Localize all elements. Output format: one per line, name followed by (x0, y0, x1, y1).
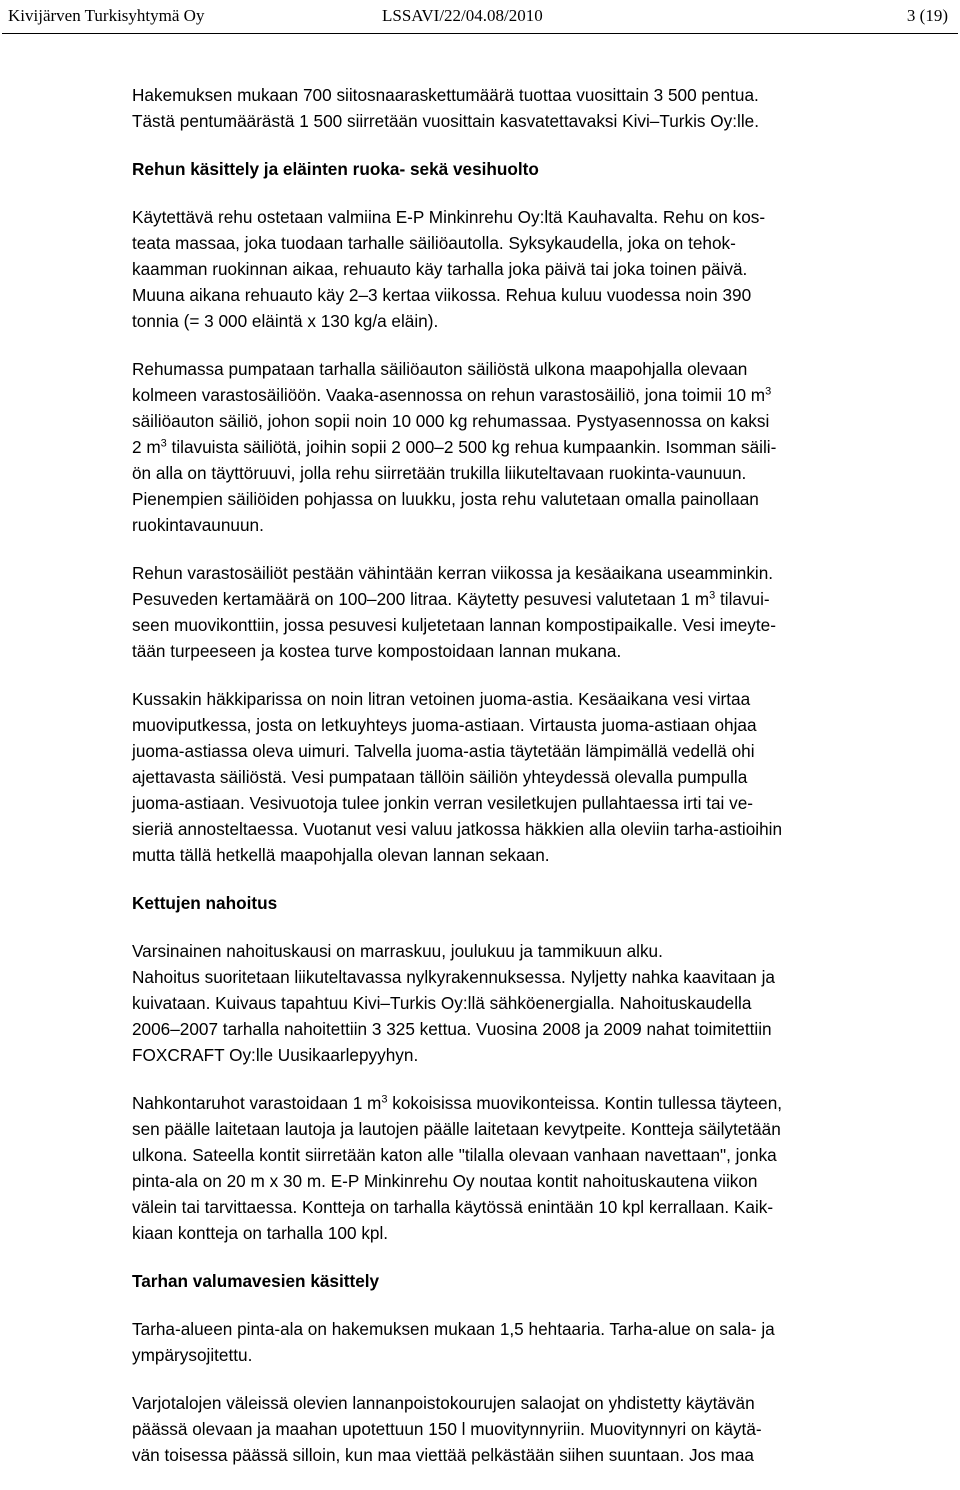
paragraph-nahkontaruhot-part-1: Nahkontaruhot varastoidaan 1 m (132, 1093, 382, 1113)
header-reference: LSSAVI/22/04.08/2010 (382, 6, 543, 25)
header-company: Kivijärven Turkisyhtymä Oy (8, 6, 205, 25)
paragraph-pentumaara: Hakemuksen mukaan 700 siitosnaaraskettumäärä tuottaa vuosittain 3 500 pentua. Tästä pentumäärästä 1 500 siirretään vuosittain kasvatettavaksi Kivi–Turkis Oy:lle. (132, 85, 759, 131)
paragraph-rehumassa (132, 356, 958, 538)
document-body (132, 82, 958, 1490)
paragraph-nylkyrakennus: Nahoitus suoritetaan liikuteltavassa nylkyrakennuksessa. Nyljetty nahka kaavitaan ja kuivataan. Kuivaus tapahtuu Kivi–Turkis Oy:llä sähköenergialla. Nahoituskaudella 2006–2007 tarhalla nahoitettiin 3 325 kettua. Vuosina 2008 ja 2009 nahat toimitettiin FOXCRAFT Oy:lle Uusikaarlepyyhyn. (132, 967, 775, 1065)
paragraph-varastosailiot (132, 560, 958, 664)
paragraph-rehu-ostetaan: Käytettävä rehu ostetaan valmiina E-P Minkinrehu Oy:ltä Kauhavalta. Rehu on kos- teata massaa, joka tuodaan tarhalle säiliöautolla. Syksykaudella, joka on tehok- kaamman ruokinnan aikaa, rehuauto käy tarhalla joka päivä tai joka toinen päivä. Muuna aikana rehuauto käy 2–3 kertaa viikossa. Rehua kuluu vuodessa noin 390 tonnia (= 3 000 eläintä x 130 kg/a eläin). (132, 207, 766, 331)
paragraph-varastosailiot-part-1: Rehun varastosäiliöt pestään vähintään kerran viikossa ja kesäaikana useamminkin. Pesuveden kertamäärä on 100–200 litraa. Käytetty pesuvesi valutetaan 1 m (132, 563, 774, 609)
page-header (8, 3, 952, 29)
heading-kettujen-nahoitus: Kettujen nahoitus (132, 893, 278, 913)
superscript-3: 3 (765, 385, 772, 398)
paragraph-pinta-ala: Tarha-alueen pinta-ala on hakemuksen mukaan 1,5 hehtaaria. Tarha-alue on sala- ja ympärysojitettu. (132, 1319, 775, 1365)
paragraph-nahoituskausi: Varsinainen nahoituskausi on marraskuu, joulukuu ja tammikuun alku. (132, 941, 663, 961)
paragraph-rehumassa-part-2: säiliöauton säiliö, johon sopii noin 10 000 kg rehumassaa. Pystyasennossa on kaksi 2 m (132, 411, 770, 457)
heading-valumavesien-kasittely: Tarhan valumavesien käsittely (132, 1271, 380, 1291)
superscript-3: 3 (160, 437, 167, 450)
paragraph-varastosailiot-part-2: tilavui- seen muovikonttiin, jossa pesuvesi kuljetetaan lannan kompostipaikalle. Vesi imeyte- tään turpeeseen ja kostea turve kompostoidaan lannan mukana. (132, 589, 776, 661)
paragraph-nahkontaruhot (132, 1090, 958, 1246)
paragraph-rehumassa-part-3: tilavuista säiliötä, joihin sopii 2 000–2 500 kg rehua kumpaankin. Isomman säili- ön alla on täyttöruuvi, jolla rehu siirretään trukilla liikuteltavaan ruokinta-vaunuun. Pienempien säiliöiden pohjassa on luukku, josta rehu valutetaan omalla painollaan ruokintavaunuun. (132, 437, 777, 535)
header-page-number: 3 (19) (906, 6, 948, 25)
superscript-3: 3 (709, 589, 716, 602)
heading-rehun-kasittely: Rehun käsittely ja eläinten ruoka- sekä vesihuolto (132, 159, 539, 179)
paragraph-rehumassa-part-1: Rehumassa pumpataan tarhalla säiliöauton säiliöstä ulkona maapohjalla olevaan kolmeen varastosäiliöön. Vaaka-asennossa on rehun varastosäiliö, jona toimii 10 m (132, 359, 766, 405)
paragraph-juoma-astia: Kussakin häkkiparissa on noin litran vetoinen juoma-astia. Kesäaikana vesi virtaa muoviputkessa, josta on letkuyhteys juoma-astiaan. Virtausta juoma-astiaan ohjaa juoma-astiassa oleva uimuri. Talvella juoma-astia täytetään lämpimällä vedellä ohi ajettavasta säiliöstä. Vesi pumpataan tällöin säiliön yhteydessä olevalla pumpulla juoma-astiaan. Vesivuotoja tulee jonkin verran vesiletkujen pullahtaessa irti tai ve- sieriä annosteltaessa. Vuotanut vesi valuu jatkossa häkkien alla oleviin tarha-astioihin mutta tällä hetkellä maapohjalla olevan lannan sekaan. (132, 689, 783, 865)
superscript-3: 3 (381, 1093, 388, 1106)
header-divider (2, 33, 958, 34)
paragraph-nahkontaruhot-part-2: kokoisissa muovikonteissa. Kontin tullessa täyteen, sen päälle laitetaan lautoja ja lautojen päälle laitetaan kevytpeite. Kontteja säilytetään ulkona. Sateella kontit siirretään katon alle "tilalla olevaan vanhaan navettaan", jonka pinta-ala on 20 m x 30 m. E-P Minkinrehu Oy noutaa kontit nahoituskautena viikon välein tai tarvittaessa. Kontteja on tarhalla käytössä enintään 10 kpl kerrallaan. Kaik- kiaan kontteja on tarhalla 100 kpl. (132, 1093, 783, 1243)
paragraph-varjotalojen-valeissa: Varjotalojen väleissä olevien lannanpoistokourujen salaojat on yhdistetty käytävän päässä olevaan ja maahan upotettuun 150 l muovitynnyriin. Muovitynnyri on käytä- vän toisessa päässä silloin, kun maa viettää pelkästään siihen suuntaan. Jos maa (132, 1393, 762, 1465)
